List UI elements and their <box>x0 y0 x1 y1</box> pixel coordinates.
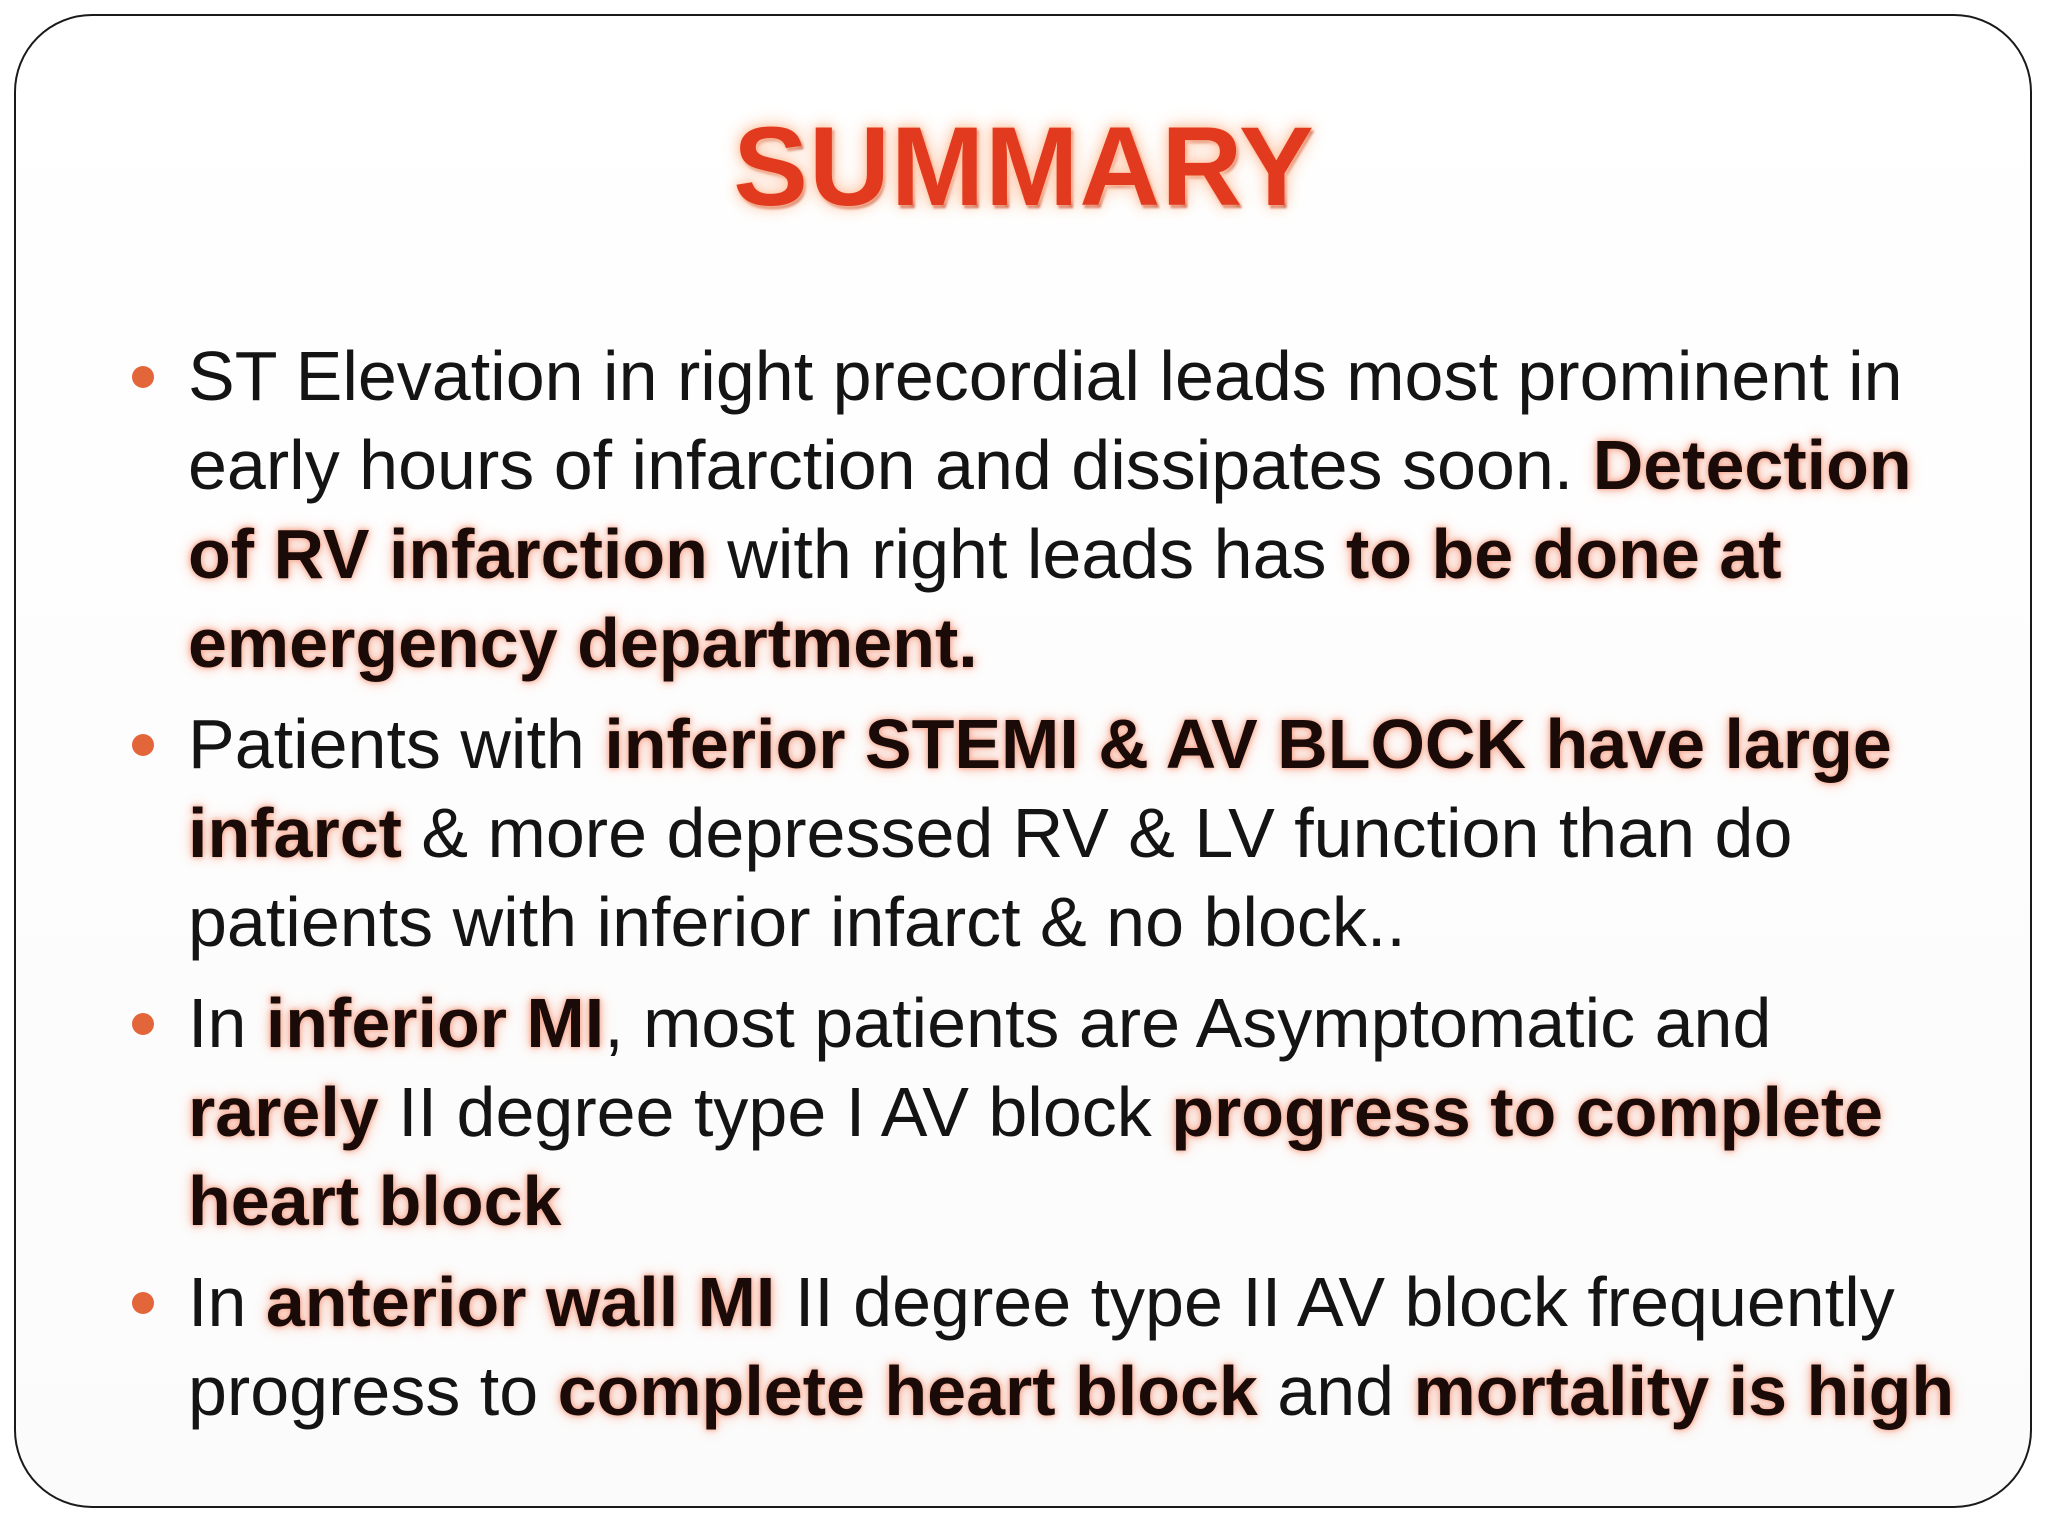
highlighted-text: anterior wall MI <box>265 1263 776 1341</box>
bullet-dot-icon <box>132 734 154 756</box>
bullet-text: and <box>1257 1352 1414 1430</box>
highlighted-text: to be done at emergency department. <box>188 515 1782 682</box>
highlighted-text: inferior STEMI & AV BLOCK have large infarct <box>188 705 1892 872</box>
bullet-item <box>188 700 1968 967</box>
highlighted-text: mortality is high <box>1413 1352 1955 1430</box>
bullet-item <box>188 1258 1968 1436</box>
highlighted-text: rarely <box>188 1073 379 1151</box>
slide-title: SUMMARY <box>733 104 1315 229</box>
bullet-dot-icon <box>132 1292 154 1314</box>
highlighted-text: inferior MI <box>265 984 605 1062</box>
bullet-text: , most patients are Asymptomatic and <box>604 984 1772 1062</box>
bullet-list <box>0 332 2048 1436</box>
bullet-text: II degree type II AV block frequently progress to <box>188 1263 1895 1430</box>
bullet-text: & more depressed RV & LV function than do patients with inferior infarct & no block.. <box>188 794 1793 961</box>
highlighted-text: progress to complete heart block <box>188 1073 1884 1240</box>
bullet-text: In <box>188 984 266 1062</box>
bullet-text: Patients with <box>188 705 605 783</box>
bullet-dot-icon <box>132 1013 154 1035</box>
bullet-dot-icon <box>132 366 154 388</box>
bullet-item <box>188 332 1968 688</box>
bullet-text: with right leads has <box>707 515 1346 593</box>
bullet-text: ST Elevation in right precordial leads most prominent in early hours of infarction and dissipates soon. <box>188 337 1903 504</box>
highlighted-text: complete heart block <box>557 1352 1258 1430</box>
bullet-item <box>188 979 1968 1246</box>
bullet-text: In <box>188 1263 266 1341</box>
bullet-text: II degree type I AV block <box>378 1073 1172 1151</box>
highlighted-text: Detection of RV infarction <box>188 426 1912 593</box>
